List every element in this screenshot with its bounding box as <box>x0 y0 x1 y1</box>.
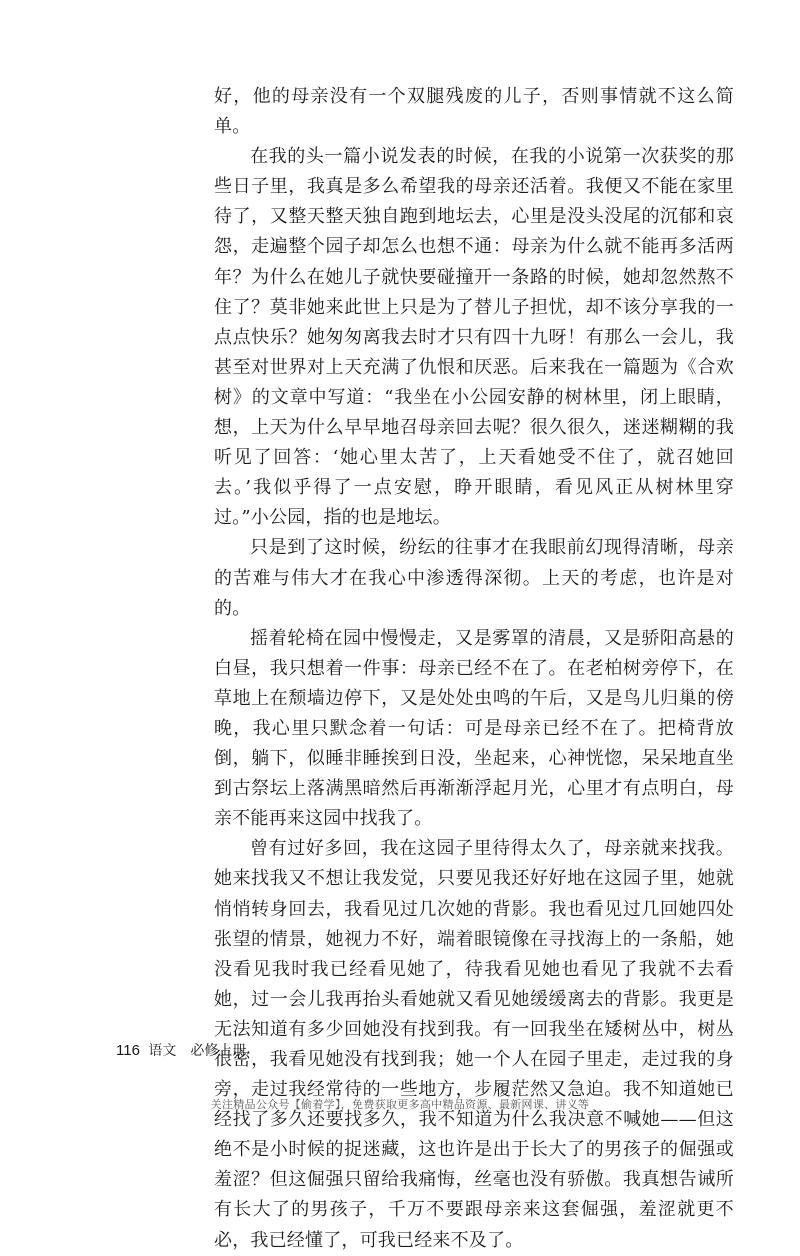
page-footer <box>116 1040 246 1060</box>
paragraph-continuation: 好，他的母亲没有一个双腿残废的儿子，否则事情就不这么简单。 <box>214 86 734 138</box>
paragraph: 曾有过好多回，我在这园子里待得太久了，母亲就来找我。她来找我又不想让我发觉，只要见我还好好地在这园子里，她就悄悄转身回去，我看见过几次她的背影。我也看见过几回她四处张望的情景，她视力不好，端着眼镜像在寻找海上的一条船，她没看见我时我已经看见她了，待我看见她也看见了我就不去看她，过一会儿我再抬头看她就又看见她缓缓离去的背影。我更是无法知道有多少回她没有找到我。有一回我坐在矮树丛中，树丛很密，我看见她没有找到我；她一个人在园子里走，走过我的身旁，走过我经常待的一些地方，步履茫然又急迫。我不知道她已经找了多久还要找多久，我不知道为什么我决意不喊她——但这绝不是小时候的捉迷藏，这也许是出于长大了的男孩子的倔强或羞涩？但这倔强只留给我痛悔，丝毫也没有骄傲。我真想告诫所有长大了的男孩子，千万不要跟母亲来这套倔强，羞涩就更不必，我已经懂了，可我已经来不及了。 <box>214 838 734 1251</box>
body-text <box>214 82 734 1256</box>
paragraph: 只是到了这时候，纷纭的往事才在我眼前幻现得清晰，母亲的苦难与伟大才在我心中渗透得深彻。上天的考虑，也许是对的。 <box>214 537 734 619</box>
page-number: 116 <box>116 1042 140 1059</box>
book-title: 语文 必修上册 <box>148 1043 247 1059</box>
watermark-text: 关注精品公众号【偷着学】，免费获取更多高中精品资源、最新网课、讲义等 <box>210 1098 590 1111</box>
paragraph: 摇着轮椅在园中慢慢走，又是雾罩的清晨，又是骄阳高悬的白昼，我只想着一件事：母亲已经不在了。在老柏树旁停下，在草地上在颓墙边停下，又是处处虫鸣的午后，又是鸟儿归巢的傍晚，我心里只默念着一句话：可是母亲已经不在了。把椅背放倒，躺下，似睡非睡挨到日没，坐起来，心神恍惚，呆呆地直坐到古祭坛上落满黑暗然后再渐渐浮起月光，心里才有点明白，母亲不能再来这园中找我了。 <box>214 627 734 830</box>
paragraph: 在我的头一篇小说发表的时候，在我的小说第一次获奖的那些日子里，我真是多么希望我的母亲还活着。我便又不能在家里待了，又整天整天独自跑到地坛去，心里是没头没尾的沉郁和哀怨，走遍整个园子却怎么也想不通：母亲为什么就不能再多活两年？为什么在她儿子就快要碰撞开一条路的时候，她却忽然熬不住了？莫非她来此世上只是为了替儿子担忧，却不该分享我的一点点快乐？她匆匆离我去时才只有四十九呀！有那么一会儿，我甚至对世界对上天充满了仇恨和厌恶。后来我在一篇题为《合欢树》的文章中写道：“我坐在小公园安静的树林里，闭上眼睛，想，上天为什么早早地召母亲回去呢？很久很久，迷迷糊糊的我听见了回答：‘她心里太苦了，上天看她受不住了，就召她回去。’我似乎得了一点安慰，睁开眼睛，看见风正从树林里穿过。”小公园，指的也是地坛。 <box>214 146 734 529</box>
